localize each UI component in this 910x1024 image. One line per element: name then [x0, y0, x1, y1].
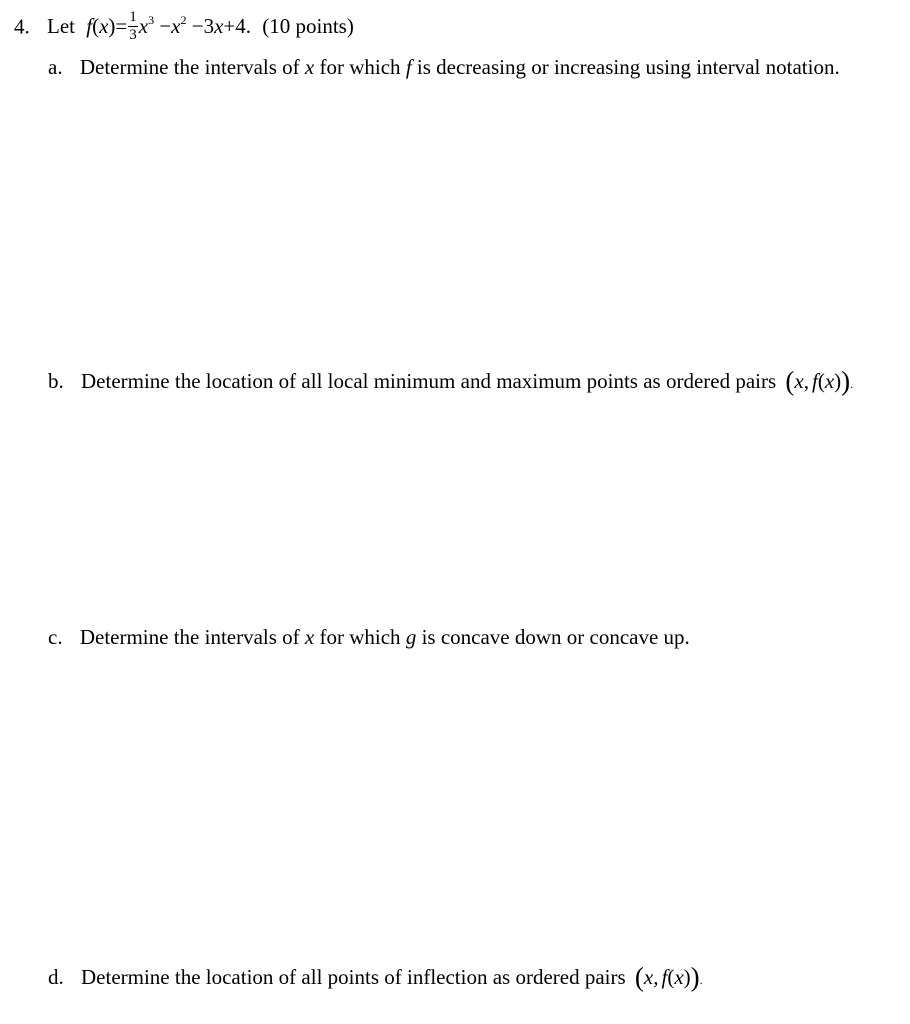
part-c-label: c. [48, 625, 63, 649]
part-d [48, 962, 703, 992]
question-header [14, 9, 354, 45]
part-b-end: . [850, 377, 854, 391]
pair-inner-x: x [674, 965, 684, 989]
fn-name: f [86, 14, 93, 39]
function-definition [86, 9, 256, 43]
part-a-text3: is decreasing or increasing using interval notation. [416, 55, 840, 79]
fn-close-paren: ) [108, 14, 116, 39]
part-b [48, 366, 854, 396]
part-b-label: b. [48, 369, 64, 393]
pair-open-paren: ( [785, 366, 795, 396]
fn-var: x [99, 14, 109, 39]
part-a-var-x: x [304, 55, 315, 79]
pair-x: x, [643, 965, 659, 989]
term-plus-four: +4. [223, 14, 252, 39]
part-a-var-f: f [405, 55, 412, 79]
part-a [48, 57, 840, 78]
question-number: 4. [14, 14, 30, 39]
term2-base: x [171, 14, 181, 39]
fraction-denominator: 3 [129, 27, 137, 43]
part-a-text1: Determine the intervals of [79, 55, 300, 79]
pair-open-paren: ( [634, 962, 644, 992]
pair-inner-open: ( [667, 965, 675, 989]
part-c-var-x: x [304, 625, 315, 649]
part-c-text2: for which [319, 625, 401, 649]
part-d-text: Determine the location of all points of inflection as ordered pairs [81, 965, 626, 989]
term3-var: x [214, 14, 224, 39]
part-b-ordered-pair [785, 366, 854, 396]
pair-f: f [811, 369, 818, 393]
fraction-numerator: 1 [129, 9, 137, 25]
question-points: (10 points) [262, 14, 354, 39]
part-b-text: Determine the location of all local minimum and maximum points as ordered pairs [81, 369, 777, 393]
part-c [48, 627, 690, 648]
part-c-var-g: g [405, 625, 417, 649]
fn-equals: = [115, 14, 128, 39]
fn-open-paren: ( [92, 14, 100, 39]
pair-inner-open: ( [817, 369, 825, 393]
part-c-text3: is concave down or concave up. [421, 625, 690, 649]
fn-fraction [128, 10, 138, 43]
part-d-ordered-pair [634, 962, 703, 992]
part-a-label: a. [48, 55, 63, 79]
pair-f: f [661, 965, 668, 989]
term1-exponent: 3 [148, 13, 155, 28]
pair-x: x, [794, 369, 809, 393]
pair-inner-close: ) [834, 369, 842, 393]
pair-inner-x: x [824, 369, 835, 393]
part-d-end: . [699, 973, 703, 987]
term-minus-three: −3 [191, 14, 215, 39]
question-lead: Let [47, 14, 75, 39]
pair-close-paren: ) [841, 366, 851, 396]
part-a-text2: for which [319, 55, 401, 79]
term1-base: x [138, 14, 149, 39]
pair-inner-close: ) [683, 965, 691, 989]
part-d-label: d. [48, 965, 64, 989]
term2-exponent: 2 [180, 13, 187, 28]
term-minus: − [159, 14, 172, 39]
pair-close-paren: ) [690, 962, 700, 992]
part-c-text1: Determine the intervals of [79, 625, 300, 649]
